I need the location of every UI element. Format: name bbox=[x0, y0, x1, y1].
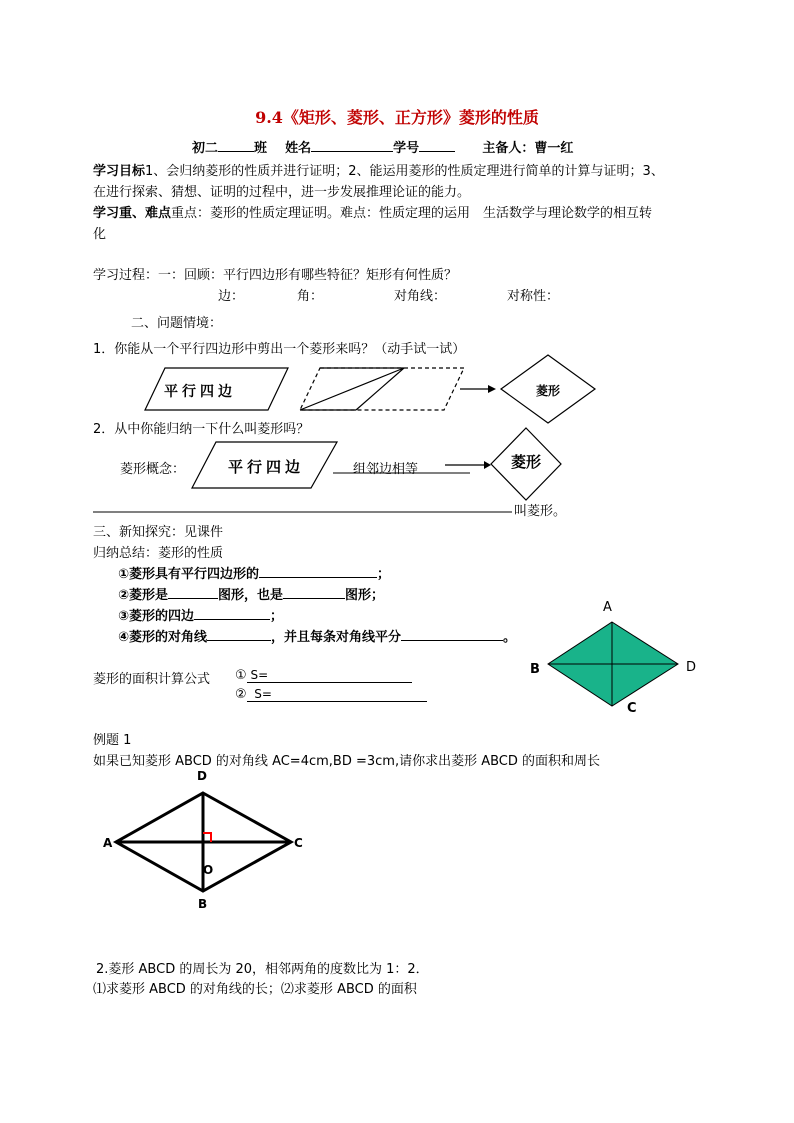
area-formula-2-s: S= bbox=[254, 687, 272, 701]
property-3 bbox=[118, 605, 283, 624]
name-label: 姓名 bbox=[285, 141, 312, 156]
process-line1: 学习过程：一：回顾：平行四边形有哪些特征？矩形有何性质？ bbox=[93, 268, 458, 283]
property-2-text-a: ②菱形是 bbox=[118, 588, 169, 603]
concept-arrow-head bbox=[484, 461, 491, 469]
explore-heading: 三、新知探究：见课件 bbox=[93, 525, 224, 540]
area-formula-label: 菱形的面积计算公式 bbox=[93, 672, 211, 687]
property-2-text-b: 图形，也是 bbox=[218, 588, 284, 603]
property-3-text: ③菱形的四边 bbox=[118, 609, 195, 624]
area-formula-2-marker: ② bbox=[235, 687, 247, 702]
cut-diagonal bbox=[300, 368, 404, 410]
concept-rhombus-label: 菱形 bbox=[511, 453, 542, 471]
area-formula-1-blank[interactable] bbox=[247, 668, 412, 683]
area-formula-1 bbox=[235, 668, 412, 683]
explore-summary: 归纳总结：菱形的性质 bbox=[93, 546, 224, 561]
area-formula-2 bbox=[235, 687, 427, 702]
property-2-blank-b[interactable] bbox=[283, 585, 345, 599]
scenario-heading: 二、问题情境： bbox=[131, 316, 223, 331]
question-1: 1．你能从一个平行四边形中剪出一个菱形来吗？（动手试一试） bbox=[93, 342, 466, 357]
arrow-head bbox=[488, 385, 496, 393]
area-formula-1-marker: ① bbox=[235, 668, 247, 683]
property-3-blank[interactable] bbox=[194, 606, 270, 620]
example-vertex-a: A bbox=[103, 836, 113, 850]
question-2: 2．从中你能归纳一下什么叫菱形吗？ bbox=[93, 422, 310, 437]
number-label: 学号 bbox=[393, 141, 420, 156]
property-4-text-a: ④菱形的对角线 bbox=[118, 630, 208, 645]
property-4-end: 。 bbox=[503, 630, 517, 645]
property-3-end: ； bbox=[270, 609, 284, 624]
concept-end: 叫菱形。 bbox=[514, 504, 567, 519]
property-2 bbox=[118, 584, 384, 603]
property-2-text-c: 图形； bbox=[345, 588, 385, 603]
class-suffix: 班 bbox=[254, 141, 268, 156]
parallelogram-dashed bbox=[300, 368, 464, 410]
concept-label: 菱形概念： bbox=[120, 462, 186, 477]
property-4-blank-a[interactable] bbox=[207, 627, 271, 641]
process-side: 边： bbox=[218, 289, 245, 304]
example-heading: 例题 1 bbox=[93, 733, 132, 748]
vertex-c-label: C bbox=[627, 701, 637, 716]
example-vertex-c: C bbox=[294, 836, 303, 850]
example-text: 如果已知菱形 ABCD 的对角线 AC=4cm,BD =3cm,请你求出菱形 ABCD 的面积和周长 bbox=[93, 754, 601, 769]
process-diagonal: 对角线： bbox=[394, 289, 447, 304]
area-formula-2-blank[interactable] bbox=[247, 687, 427, 702]
area-formula-1-s: S= bbox=[250, 668, 269, 682]
process-symmetry: 对称性： bbox=[507, 289, 560, 304]
property-1 bbox=[118, 563, 390, 582]
cut-side bbox=[356, 368, 404, 410]
example-vertex-d: D bbox=[197, 769, 207, 783]
key-points-text2: ：性质定理的运用 生活数学与理论数学的相互转 bbox=[366, 206, 653, 221]
process-angle: 角： bbox=[297, 289, 324, 304]
page-title: 9.4《矩形、菱形、正方形》菱形的性质 bbox=[255, 108, 539, 127]
parallelogram-label: 平行四边 bbox=[164, 384, 236, 400]
goals-text1: 1、会归纳菱形的性质并进行证明；2、能运用菱形的性质定理进行简单的计算与证明；3、 bbox=[145, 164, 664, 179]
key-points-text1: 重点：菱形的性质定理证明。 bbox=[171, 206, 341, 221]
key-points-label: 学习重、难点 bbox=[93, 206, 172, 221]
vertex-b-label: B bbox=[530, 662, 540, 677]
concept-condition: 组邻边相等 bbox=[353, 462, 419, 477]
property-2-blank-a[interactable] bbox=[168, 585, 218, 599]
difficulty-label: 难点 bbox=[340, 206, 367, 221]
concept-parallelogram-label: 平行四边 bbox=[228, 458, 305, 476]
problem-2-line2: ⑴求菱形 ABCD 的对角线的长；⑵求菱形 ABCD 的面积 bbox=[93, 982, 417, 997]
example-vertex-b: B bbox=[198, 897, 208, 911]
property-4 bbox=[118, 626, 516, 645]
problem-2-line1: 2.菱形 ABCD 的周长为 20，相邻两角的度数比为 1：2． bbox=[96, 962, 429, 977]
property-1-text: ①菱形具有平行四边形的 bbox=[118, 567, 260, 582]
goals-label: 学习目标 bbox=[93, 164, 146, 179]
property-1-blank[interactable] bbox=[259, 564, 377, 578]
example-center-o: O bbox=[203, 863, 214, 877]
property-1-end: ； bbox=[377, 567, 391, 582]
goals-line2: 在进行探索、猜想、证明的过程中，进一步发展推理论证的能力。 bbox=[93, 185, 471, 200]
vertex-d-label: D bbox=[686, 660, 697, 675]
key-points-line3: 化 bbox=[93, 227, 107, 242]
class-prefix: 初二 bbox=[192, 141, 219, 156]
vertex-a-label: A bbox=[603, 600, 612, 615]
preparer: 主备人：曹一红 bbox=[482, 141, 574, 156]
property-4-blank-b[interactable] bbox=[401, 627, 503, 641]
rhombus-result-label: 菱形 bbox=[536, 384, 561, 398]
property-4-text-b: ，并且每条对角线平分 bbox=[271, 630, 402, 645]
